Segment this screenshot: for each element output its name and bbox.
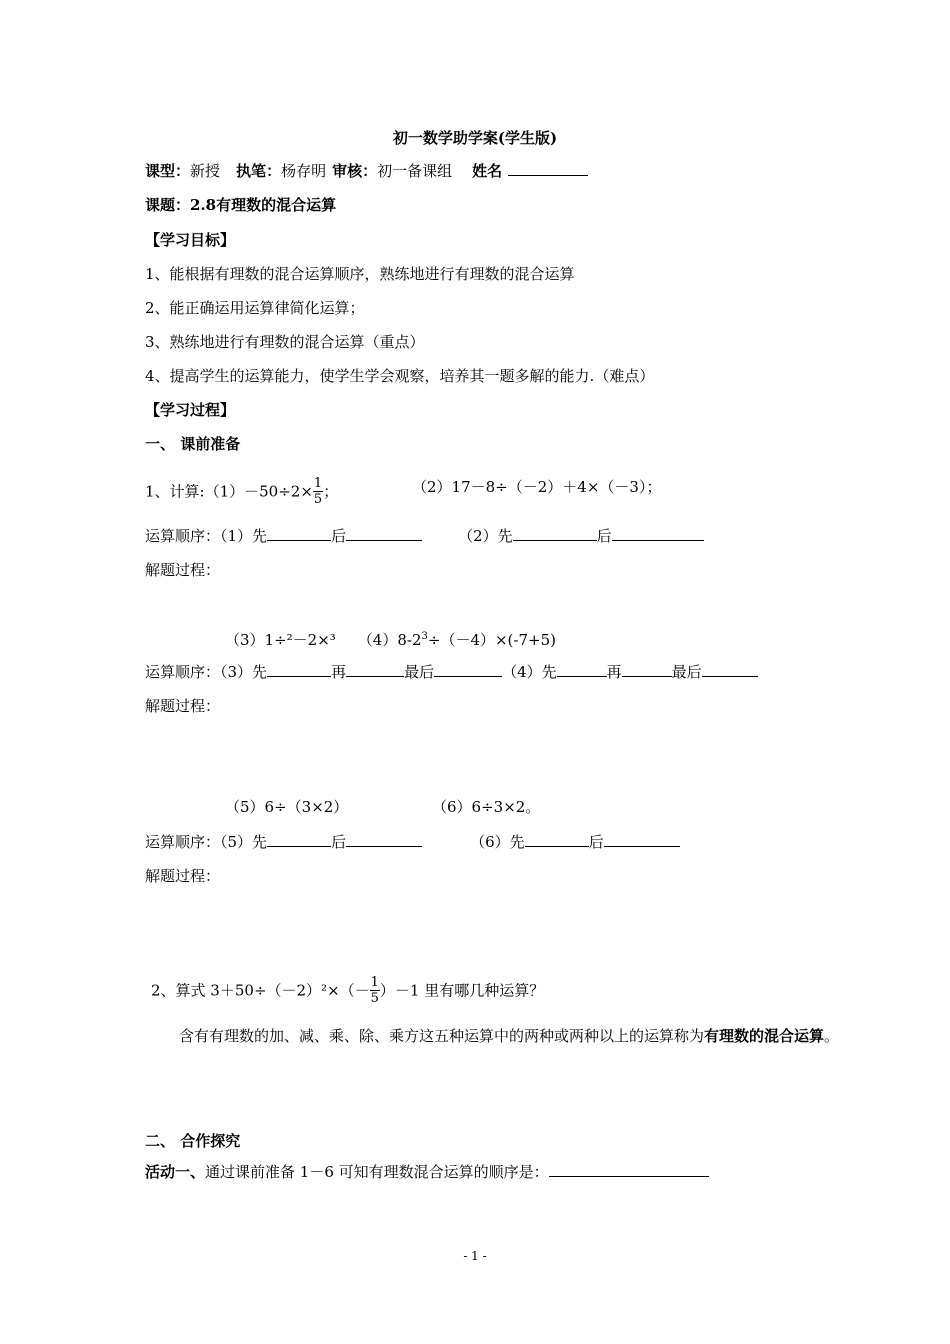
definition-paragraph: 含有有理数的加、减、乘、除、乘方这五种运算中的两种或两种以上的运算称为有理数的混合运算。 (179, 1027, 840, 1045)
section1-heading: 一、 课前准备 (145, 435, 241, 453)
answer-blank[interactable] (346, 662, 404, 677)
name-blank[interactable] (508, 161, 588, 176)
question-6: （6）6÷3×2。 (432, 798, 541, 816)
question-2-part: （2）17－8÷（－2）＋4×（－3）； (412, 478, 662, 496)
answer-blank[interactable] (557, 662, 607, 677)
solution-label: 解题过程： (145, 697, 221, 715)
goal-item: 4、提高学生的运算能力，使学生学会观察，培养其一题多解的能力.（难点） (145, 367, 655, 385)
answer-blank[interactable] (622, 662, 672, 677)
order-line-5-6: 运算顺序：（5）先 后 （6）先 后 (145, 832, 680, 852)
review-label: 审核 (332, 162, 363, 180)
process-heading: 【学习过程】 (145, 401, 236, 419)
answer-blank[interactable] (525, 832, 589, 847)
question-2: 2、算式 3＋50÷（－2）²×（－ $\frac{1}{5}$ ）－1 里有哪几种运算？ (151, 975, 545, 1006)
review-value: 初一备课组 (377, 162, 453, 180)
fraction: $\frac{1}{5}$ (313, 476, 323, 507)
section2-heading: 二、 合作探究 (145, 1132, 241, 1150)
type-label: 课型 (145, 162, 176, 180)
answer-blank[interactable] (604, 832, 680, 847)
goal-item: 2、能正确运用运算律简化运算； (145, 299, 365, 317)
answer-blank[interactable] (434, 662, 502, 677)
meta-line: 课型：新授 执笔：杨存明 审核：初一备课组 姓名 (145, 161, 588, 181)
document-title: 初一数学助学案(学生版) (392, 129, 558, 147)
topic: 课题：2.8有理数的混合运算 (145, 196, 337, 214)
answer-blank[interactable] (513, 526, 597, 541)
answer-blank[interactable] (346, 526, 422, 541)
answer-blank[interactable] (702, 662, 758, 677)
author-value: 杨存明 (281, 162, 327, 180)
answer-blank[interactable] (612, 526, 704, 541)
solution-label: 解题过程： (145, 561, 221, 579)
answer-blank[interactable] (549, 1162, 709, 1177)
goals-heading: 【学习目标】 (145, 231, 236, 249)
question-5: （5）6÷（3×2） (225, 798, 349, 816)
activity-1: 活动一、通过课前准备 1－6 可知有理数混合运算的顺序是： (145, 1162, 709, 1182)
page-number: - 1 - (463, 1249, 487, 1263)
question-3-4: （3）1÷²－2×³ $(4)8-2^3\div(-4)\times(-7+5)$ (225, 631, 556, 649)
goal-item: 1、能根据有理数的混合运算顺序，熟练地进行有理数的混合运算 (145, 265, 575, 283)
answer-blank[interactable] (267, 832, 331, 847)
answer-blank[interactable] (267, 662, 331, 677)
answer-blank[interactable] (346, 832, 422, 847)
fraction: $\frac{1}{5}$ (370, 975, 379, 1006)
answer-blank[interactable] (267, 526, 331, 541)
order-line-3-4: 运算顺序：（3）先 再 最后 （4）先 再 最后 (145, 662, 758, 682)
order-line-1: 运算顺序：（1）先 后 （2）先 后 (145, 526, 704, 546)
goal-item: 3、熟练地进行有理数的混合运算（重点） (145, 333, 425, 351)
type-value: 新授 (190, 162, 221, 180)
author-label: 执笔 (236, 162, 267, 180)
solution-label: 解题过程： (145, 867, 221, 885)
name-label: 姓名 (472, 162, 503, 180)
question-1: 1、计算:（1）－50÷2× $\frac{1}{5}$ ； (145, 476, 339, 507)
